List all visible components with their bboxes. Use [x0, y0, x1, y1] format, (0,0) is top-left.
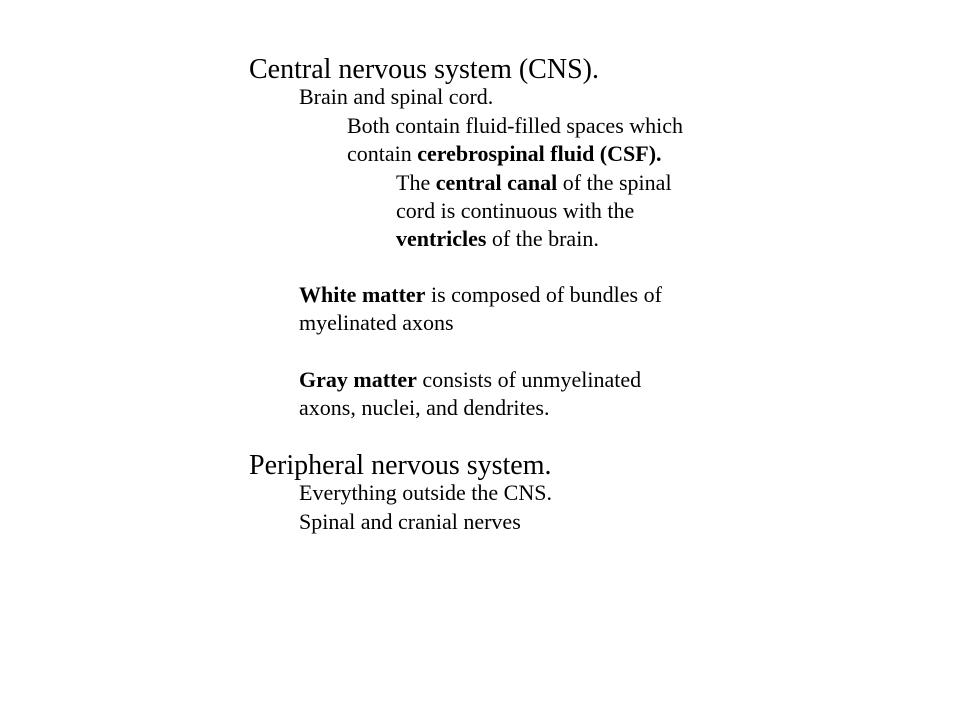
pns-heading: Peripheral nervous system. [249, 450, 552, 481]
white-matter-text-line2: myelinated axons [299, 310, 454, 335]
pns-text-line2: Spinal and cranial nerves [299, 509, 521, 534]
canal-text-line2: cord is continuous with the [396, 198, 635, 223]
white-matter-text-line1 [299, 284, 662, 306]
csf-term: cerebrospinal fluid (CSF). [417, 141, 662, 166]
canal-text-line3 [396, 228, 599, 250]
central-canal-term: central canal [435, 170, 558, 195]
pns-text-line1: Everything outside the CNS. [299, 480, 552, 505]
cns-heading: Central nervous system (CNS). [249, 54, 599, 85]
white-matter-text-line1-post: is composed of bundles of [425, 282, 662, 307]
ventricles-term: ventricles [396, 226, 487, 251]
cns-fluid-text-line1: Both contain fluid-filled spaces which [347, 113, 684, 138]
white-matter-term: White matter [299, 282, 426, 307]
gray-matter-text-line1-post: consists of unmyelinated [416, 367, 642, 392]
gray-matter-term: Gray matter [299, 367, 417, 392]
canal-text-line3-post: of the brain. [486, 226, 599, 251]
gray-matter-text-line2: axons, nuclei, and dendrites. [299, 395, 550, 420]
cns-fluid-text-line2 [347, 143, 662, 165]
canal-text-line1 [396, 172, 672, 194]
cns-fluid-text-line2-pre: contain [347, 141, 418, 166]
canal-text-line1-pre: The [396, 170, 436, 195]
cns-brain-spinal-text: Brain and spinal cord. [299, 84, 494, 109]
gray-matter-text-line1 [299, 369, 641, 391]
canal-text-line1-post: of the spinal [557, 170, 672, 195]
